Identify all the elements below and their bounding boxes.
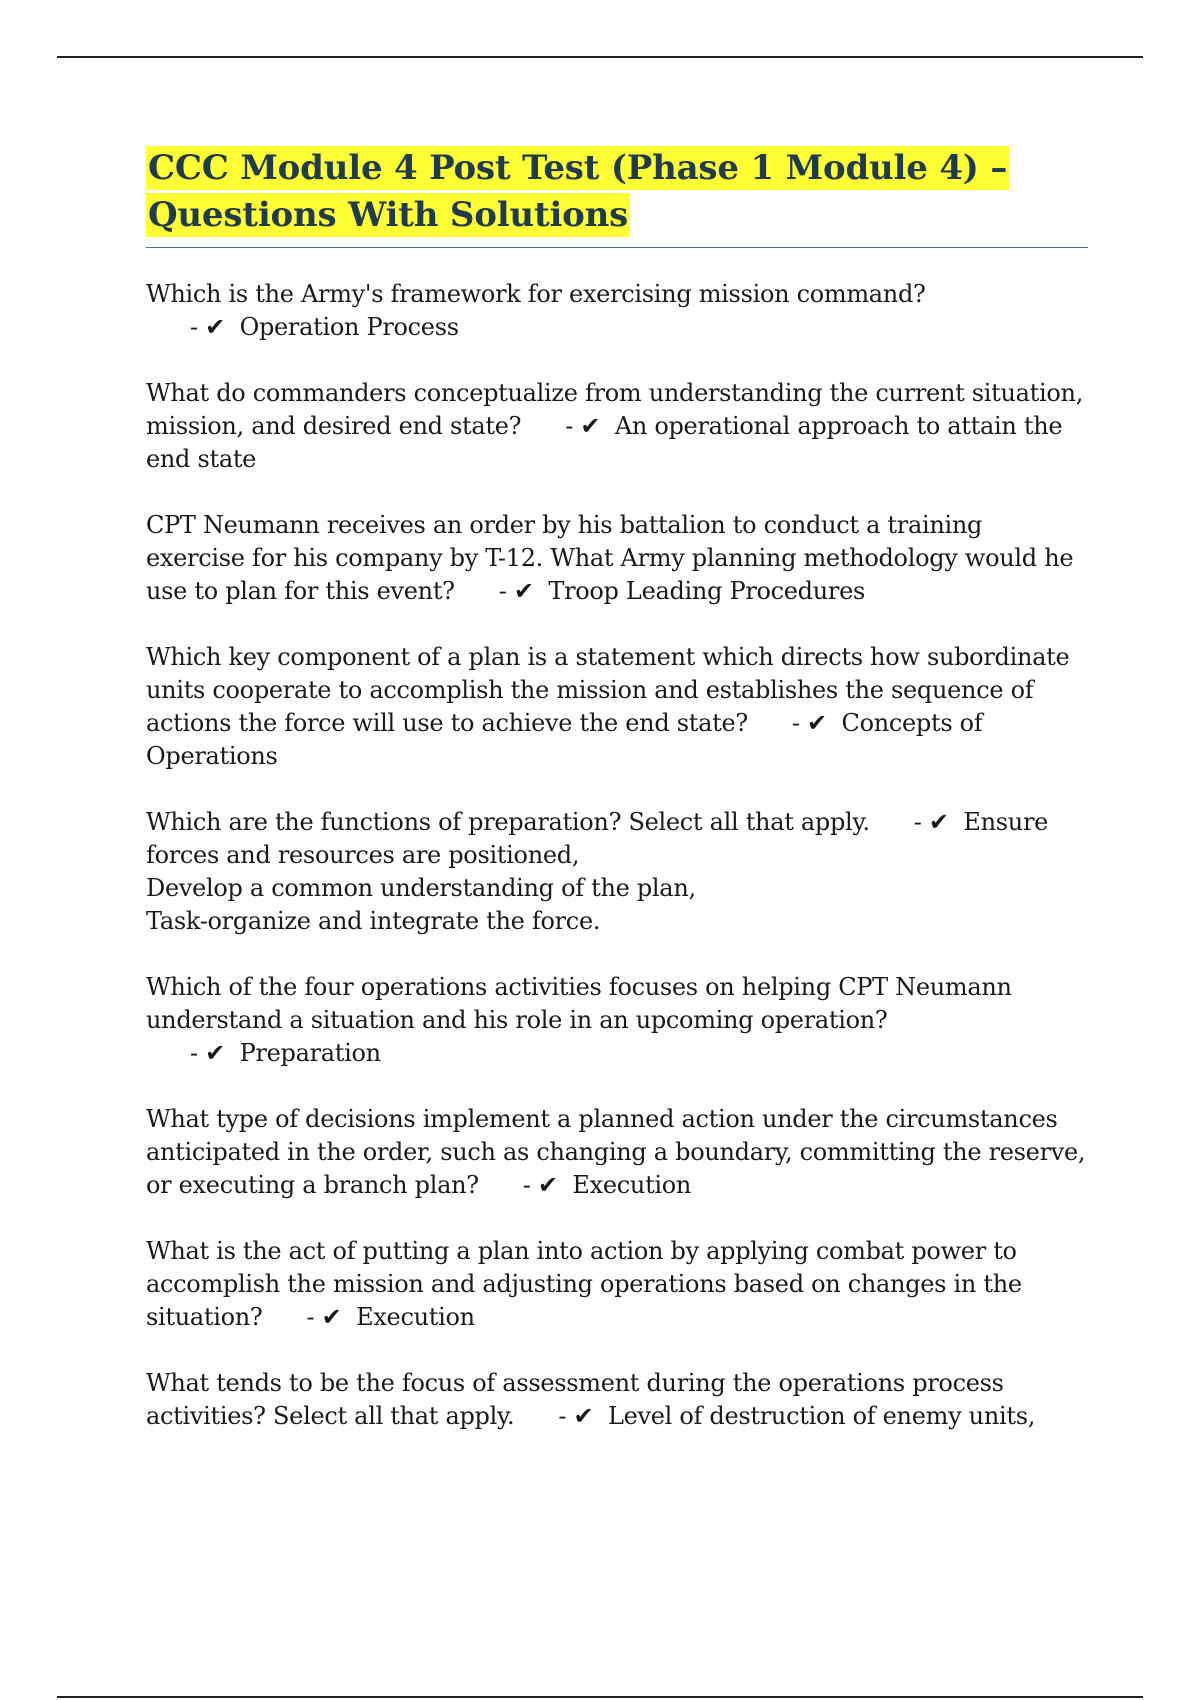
check-separator: - ✔ xyxy=(146,1039,240,1067)
qa-item xyxy=(146,971,1088,1070)
question-text: Which are the functions of preparation? Select all that apply. xyxy=(146,808,870,836)
question-list xyxy=(146,278,1088,1433)
question-text: What tends to be the focus of assessment during the operations process activities? Select all that apply. xyxy=(146,1369,1004,1430)
answer-text: Concepts of Operations xyxy=(146,709,983,770)
question-text: What do commanders conceptualize from understanding the current situation, mission, and desired end state? xyxy=(146,379,1084,440)
qa-item xyxy=(146,1103,1088,1202)
qa-item xyxy=(146,1367,1088,1433)
check-separator: - ✔ xyxy=(521,412,615,440)
answer-text: Ensure forces and resources are positioned, xyxy=(146,808,1049,869)
answer-text: Operation Process xyxy=(239,313,459,341)
answer-text: Execution xyxy=(572,1171,692,1199)
qa-item xyxy=(146,806,1088,938)
qa-item xyxy=(146,278,1088,344)
title-line-2: Questions With Solutions xyxy=(148,195,629,235)
document-title xyxy=(146,145,1088,239)
answer-text: Level of destruction of enemy units, xyxy=(607,1402,1036,1430)
qa-item xyxy=(146,377,1088,476)
title-underline xyxy=(146,247,1088,248)
check-separator: - ✔ xyxy=(747,709,842,737)
top-rule xyxy=(57,56,1143,58)
answer-text: An operational approach to attain the end state xyxy=(146,412,1063,473)
qa-item xyxy=(146,509,1088,608)
answer-text: Develop a common understanding of the plan, xyxy=(146,874,696,902)
question-text: CPT Neumann receives an order by his battalion to conduct a training exercise for his company by T-12. What Army planning methodology would he use to plan for this event? xyxy=(146,511,1074,605)
check-separator: - ✔ xyxy=(869,808,964,836)
question-text: Which key component of a plan is a statement which directs how subordinate units cooperate to accomplish the mission and establishes the sequence of actions the force will use to achieve the end state? xyxy=(146,643,1070,737)
qa-item xyxy=(146,641,1088,773)
bottom-rule xyxy=(57,1696,1143,1698)
check-separator: - ✔ xyxy=(514,1402,608,1430)
document-body xyxy=(146,145,1088,1466)
question-text: Which is the Army's framework for exercising mission command? xyxy=(146,280,926,308)
answer-text: Task-organize and integrate the force. xyxy=(146,907,601,935)
check-separator: - ✔ xyxy=(146,313,240,341)
answer-text: Execution xyxy=(356,1303,475,1331)
answer-text: Troop Leading Procedures xyxy=(548,577,865,605)
question-text: What type of decisions implement a planned action under the circumstances anticipated in the order, such as changing a boundary, committing the reserve, or executing a branch plan? xyxy=(146,1105,1086,1199)
question-text: What is the act of putting a plan into action by applying combat power to accomplish the mission and adjusting operations based on changes in the situation? xyxy=(146,1237,1022,1331)
check-separator: - ✔ xyxy=(478,1171,573,1199)
title-line-1: CCC Module 4 Post Test (Phase 1 Module 4) – xyxy=(148,148,1008,188)
check-separator: - ✔ xyxy=(262,1303,357,1331)
answer-text: Preparation xyxy=(239,1039,381,1067)
question-text: Which of the four operations activities focuses on helping CPT Neumann understand a situation and his role in an upcoming operation? xyxy=(146,973,1012,1034)
qa-item xyxy=(146,1235,1088,1334)
check-separator: - ✔ xyxy=(454,577,549,605)
